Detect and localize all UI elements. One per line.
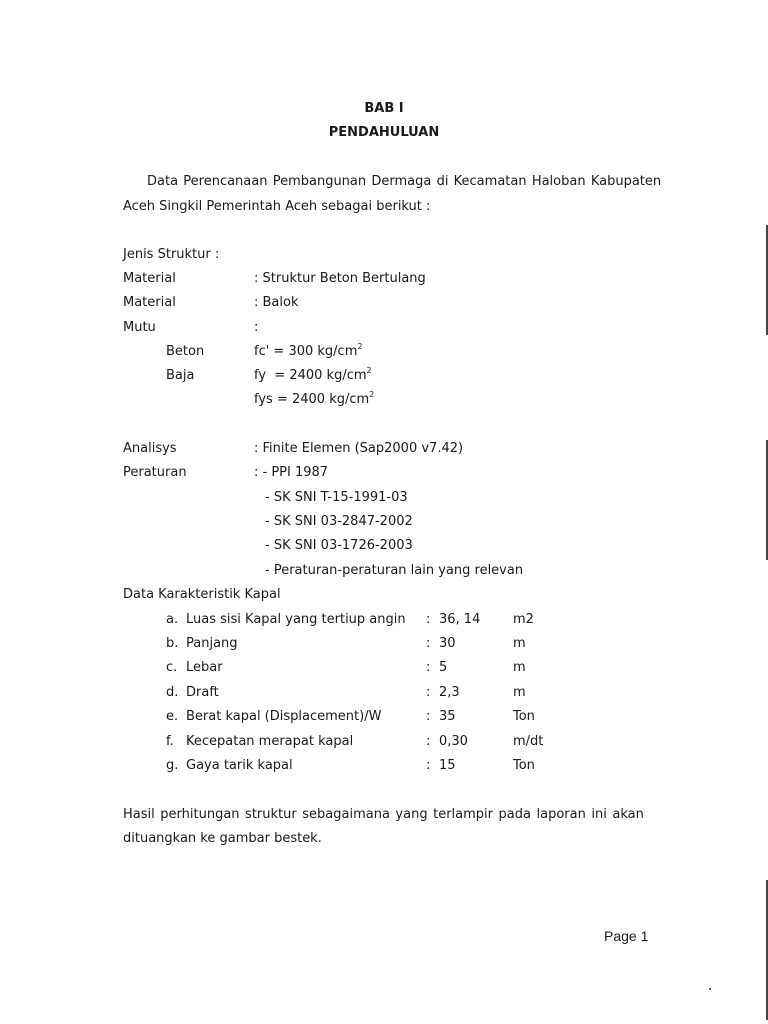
row-letter: e. bbox=[166, 709, 179, 724]
row-name: Lebar bbox=[186, 660, 223, 675]
analysis-label: Analisys bbox=[123, 441, 177, 456]
mutu-colon: : bbox=[254, 320, 259, 335]
exponent: 2 bbox=[369, 389, 375, 399]
row-unit: m2 bbox=[513, 612, 534, 627]
row-colon: : bbox=[426, 636, 431, 651]
row-unit: m/dt bbox=[513, 734, 544, 749]
intro-line-1: Data Perencanaan Pembangunan Dermaga di Kecamatan Haloban Kabupaten bbox=[147, 174, 662, 189]
row-value: 35 bbox=[439, 709, 456, 724]
regulation-item: - Peraturan-peraturan lain yang relevan bbox=[265, 563, 524, 578]
row-name: Gaya tarik kapal bbox=[186, 758, 293, 773]
row-letter: c. bbox=[166, 660, 178, 675]
closing-line-1: Hasil perhitungan struktur sebagaimana yang terlampir pada laporan ini akan bbox=[123, 807, 644, 822]
structure-heading: Jenis Struktur : bbox=[123, 247, 220, 262]
chapter-title: PENDAHULUAN bbox=[328, 125, 440, 140]
row-value: 36, 14 bbox=[439, 612, 481, 627]
row-unit: Ton bbox=[513, 758, 535, 773]
row-letter: b. bbox=[166, 636, 179, 651]
regulation-item: - SK SNI 03-1726-2003 bbox=[265, 538, 413, 553]
chapter-label: BAB I bbox=[364, 101, 404, 116]
row-colon: : bbox=[426, 612, 431, 627]
exponent: 2 bbox=[366, 365, 372, 375]
ship-heading: Data Karakteristik Kapal bbox=[123, 587, 281, 602]
row-unit: m bbox=[513, 685, 526, 700]
beton-label: Beton bbox=[166, 344, 205, 359]
row-unit: m bbox=[513, 636, 526, 651]
row-colon: : bbox=[426, 709, 431, 724]
analysis-value: : Finite Elemen (Sap2000 v7.42) bbox=[254, 441, 464, 456]
closing-line-2: dituangkan ke gambar bestek. bbox=[123, 831, 322, 846]
row-value: 2,3 bbox=[439, 685, 460, 700]
row-name: Luas sisi Kapal yang tertiup angin bbox=[186, 612, 406, 627]
fys-value: fys = 2400 $kg/cm^2$ bbox=[254, 389, 375, 407]
row-name: Panjang bbox=[186, 636, 238, 651]
page-number: Page 1 bbox=[604, 928, 649, 944]
row-value: 15 bbox=[439, 758, 456, 773]
material-1-label: Material bbox=[123, 271, 176, 286]
row-unit: Ton bbox=[513, 709, 535, 724]
regulation-label: Peraturan bbox=[123, 465, 187, 480]
row-letter: a. bbox=[166, 612, 179, 627]
row-unit: m bbox=[513, 660, 526, 675]
mutu-label: Mutu bbox=[123, 320, 156, 335]
baja-value: fy = 2400 $kg/cm^2$ bbox=[254, 365, 372, 383]
row-name: Kecepatan merapat kapal bbox=[186, 734, 354, 749]
row-name: Berat kapal (Displacement)/W bbox=[186, 709, 382, 724]
beton-value: fc' = 300 $kg/cm^2$ bbox=[254, 341, 363, 359]
row-value: 5 bbox=[439, 660, 448, 675]
intro-line-2: Aceh Singkil Pemerintah Aceh sebagai berikut : bbox=[123, 199, 431, 214]
baja-label: Baja bbox=[166, 368, 195, 383]
row-letter: d. bbox=[166, 685, 179, 700]
row-name: Draft bbox=[186, 685, 219, 700]
row-value: 30 bbox=[439, 636, 456, 651]
exponent: 2 bbox=[357, 341, 363, 351]
regulation-item: - SK SNI T-15-1991-03 bbox=[265, 490, 408, 505]
row-colon: : bbox=[426, 758, 431, 773]
row-colon: : bbox=[426, 660, 431, 675]
row-letter: f. bbox=[166, 734, 174, 749]
regulation-item: : - PPI 1987 bbox=[254, 465, 329, 480]
row-colon: : bbox=[426, 734, 431, 749]
row-colon: : bbox=[426, 685, 431, 700]
row-letter: g. bbox=[166, 758, 179, 773]
material-1-value: : Struktur Beton Bertulang bbox=[254, 271, 426, 286]
material-2-label: Material bbox=[123, 295, 176, 310]
regulation-item: - SK SNI 03-2847-2002 bbox=[265, 514, 413, 529]
material-2-value: : Balok bbox=[254, 295, 299, 310]
scan-dot bbox=[709, 988, 711, 990]
row-value: 0,30 bbox=[439, 734, 468, 749]
